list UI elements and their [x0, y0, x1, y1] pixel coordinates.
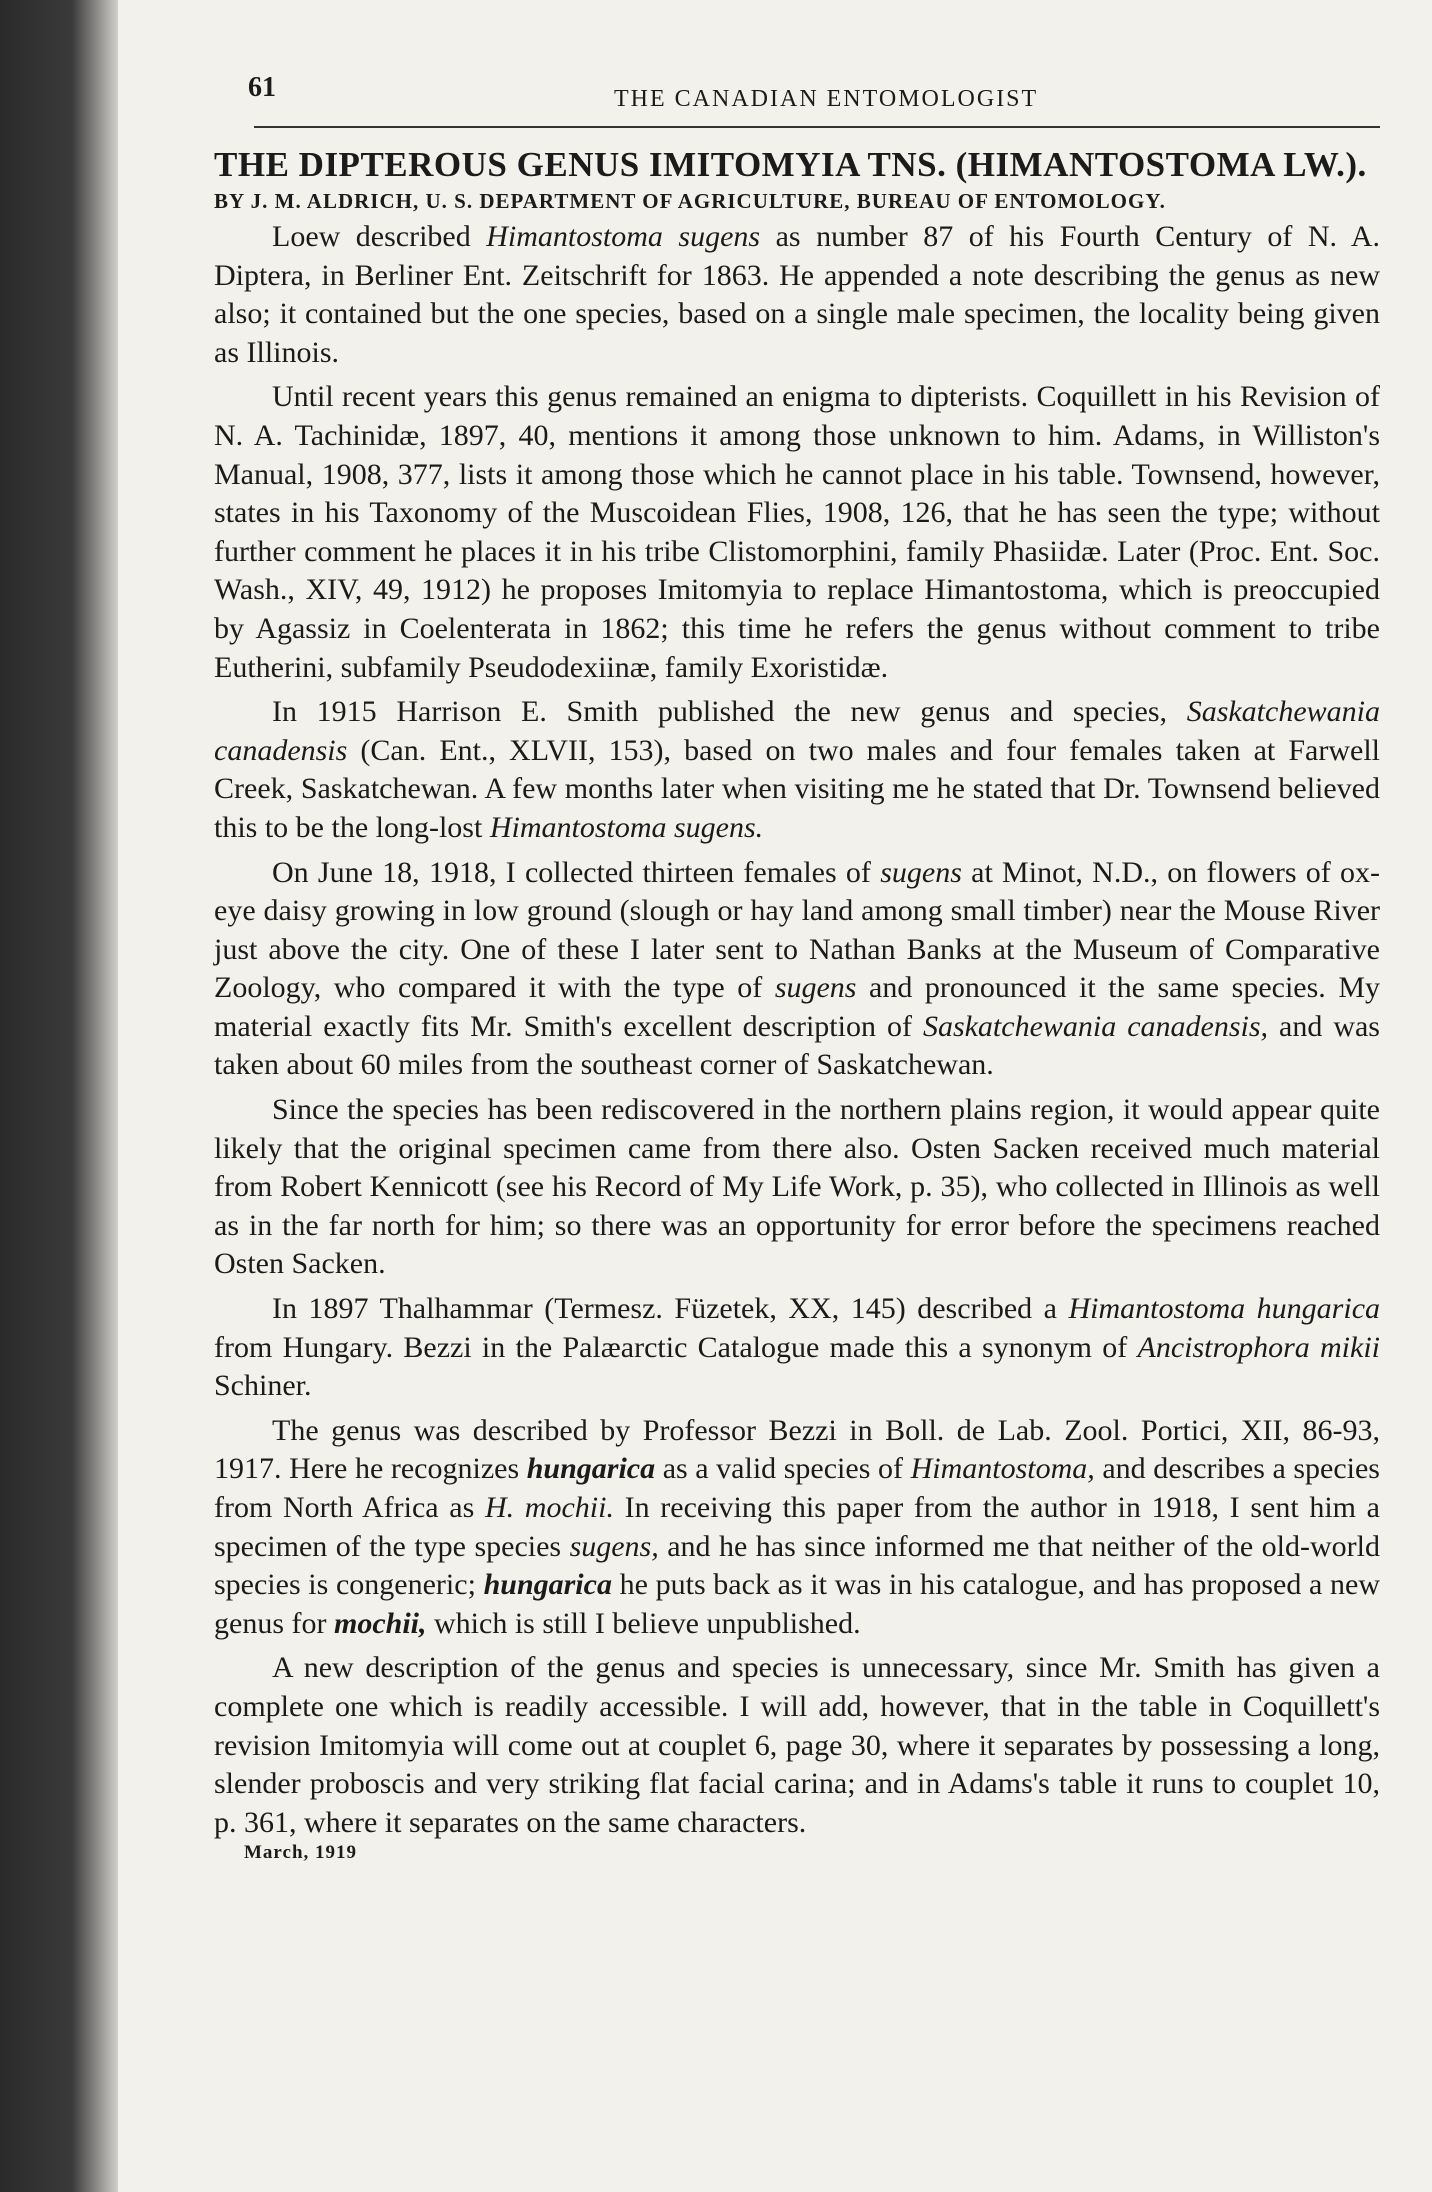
italic-taxon: sugens	[880, 855, 962, 889]
body-paragraph	[214, 378, 1380, 687]
text-run: and describes a species from North Africa as	[214, 1452, 1380, 1524]
text-run: (Can. Ent., XLVII, 153), based on two males and four females taken at Farwell Creek, Saskatchewan. A few months later when visiting me he stated that Dr. Townsend believed this to be the long-lost	[214, 733, 1380, 844]
page-number: 61	[248, 72, 276, 103]
text-run: On June 18, 1918, I collected thirteen females of	[272, 855, 881, 889]
bold-italic-taxon: hungarica	[483, 1568, 612, 1602]
italic-taxon: Himantostoma,	[910, 1452, 1095, 1486]
article-title: THE DIPTEROUS GENUS IMITOMYIA TNS. (HIMANTOSTOMA LW.).	[214, 145, 1367, 184]
body-paragraph	[214, 693, 1380, 847]
italic-taxon: sugens,	[569, 1529, 659, 1563]
text-run: Schiner.	[214, 1369, 312, 1403]
body-paragraph	[214, 1290, 1380, 1406]
italic-taxon: Himantostoma hungarica	[1068, 1292, 1381, 1326]
article-body	[214, 218, 1380, 1842]
text-run: and was taken about 60 miles from the southeast corner of Saskatchewan.	[214, 1009, 1380, 1082]
bold-italic-taxon: hungarica	[526, 1452, 656, 1486]
body-paragraph	[214, 1649, 1380, 1842]
text-run: he puts back as it was in his catalogue, and has proposed a new genus for	[214, 1568, 1380, 1640]
text-run: In 1897 Thalhammar (Termesz. Füzetek, XX, 145) described a	[272, 1292, 1069, 1326]
running-head	[214, 62, 1380, 126]
scan-binding-edge	[0, 0, 120, 2192]
journal-title: THE CANADIAN ENTOMOLOGIST	[614, 86, 1039, 112]
italic-taxon: Saskatchewania canadensis	[214, 695, 1380, 767]
italic-taxon: Saskatchewania canadensis,	[922, 1009, 1269, 1043]
text-run: as number 87 of his Fourth Century of N. A. Diptera, in Berliner Ent. Zeitschrift for 1863. He appended a note describing the genus as new also; it contained but the one species, based on a single male specimen, the locality being given as Illinois.	[214, 220, 1380, 369]
journal-page	[118, 0, 1432, 2192]
text-run: and he has since informed me that neither of the old-world species is congeneric;	[214, 1529, 1380, 1602]
body-paragraph	[214, 1412, 1380, 1644]
italic-taxon: Ancistrophora mikii	[1137, 1330, 1380, 1364]
bold-italic-taxon: mochii,	[333, 1606, 427, 1640]
text-run: at Minot, N.D., on flowers of ox-eye daisy growing in low ground (slough or hay land among small timber) near the Mouse River just above the city. One of these I later sent to Nathan Banks at the Museum of Comparative Zoology, who compared it with the type of	[214, 855, 1381, 1005]
text-run: which is still I believe unpublished.	[426, 1606, 861, 1640]
body-paragraph	[214, 854, 1380, 1086]
italic-taxon: Himantostoma sugens.	[489, 810, 764, 844]
text-run: In receiving this paper from the author in 1918, I sent him a specimen of the type species	[214, 1491, 1380, 1563]
article-byline: BY J. M. ALDRICH, U. S. DEPARTMENT OF AGRICULTURE, BUREAU OF ENTOMOLOGY.	[214, 189, 1166, 213]
italic-taxon: H. mochii.	[484, 1491, 614, 1524]
header-divider	[254, 126, 1380, 128]
text-run: Until recent years this genus remained an enigma to dipterists. Coquillett in his Revision of N. A. Tachinidæ, 1897, 40, mentions it among those unknown to him. Adams, in Williston's Manual, 1908, 377, lists it among those which he cannot place in his table. Townsend, however, states in his Taxonomy of the Muscoidean Flies, 1908, 126, that he has seen the type; without further comment he places it in his tribe Clistomorphini, family Phasiidæ. Later (Proc. Ent. Soc. Wash., XIV, 49, 1912) he proposes Imitomyia to replace Himantostoma, which is preoccupied by Agassiz in Coelenterata in 1862; this time he refers the genus without comment to tribe Eutherini, subfamily Pseudodexiinæ, family Exoristidæ.	[214, 380, 1380, 684]
body-paragraph	[214, 1091, 1380, 1284]
italic-taxon: sugens	[774, 971, 857, 1005]
text-run: from Hungary. Bezzi in the Palæarctic Catalogue made this a synonym of	[214, 1330, 1138, 1364]
italic-taxon: Himantostoma sugens	[486, 220, 761, 253]
text-run: Since the species has been rediscovered in the northern plains region, it would appear quite likely that the original specimen came from there also. Osten Sacken received much material from Robert Kennicott (see his Record of My Life Work, p. 35), who collected in Illinois as well as in the far north for him; so there was an opportunity for error before the specimens reached Osten Sacken.	[214, 1093, 1380, 1281]
body-paragraph	[214, 218, 1380, 372]
text-run: as a valid species of	[655, 1452, 911, 1486]
text-run: and pronounced it the same species. My material exactly fits Mr. Smith's excellent description of	[214, 971, 1381, 1043]
text-run: In 1915 Harrison E. Smith published the new genus and species,	[272, 695, 1187, 729]
text-run: The genus was described by Professor Bezzi in Boll. de Lab. Zool. Portici, XII, 86-93, 1917. Here he recognizes	[214, 1413, 1380, 1486]
text-run: Loew described	[272, 220, 487, 253]
issue-date: March, 1919	[244, 1842, 358, 1864]
text-run: A new description of the genus and species is unnecessary, since Mr. Smith has given a complete one which is readily accessible. I will add, however, that in the table in Coquillett's revision Imitomyia will come out at couplet 6, page 30, where it separates by possessing a long, slender proboscis and very striking flat facial carina; and in Adams's table it runs to couplet 10, p. 361, where it separates on the same characters.	[214, 1651, 1380, 1839]
